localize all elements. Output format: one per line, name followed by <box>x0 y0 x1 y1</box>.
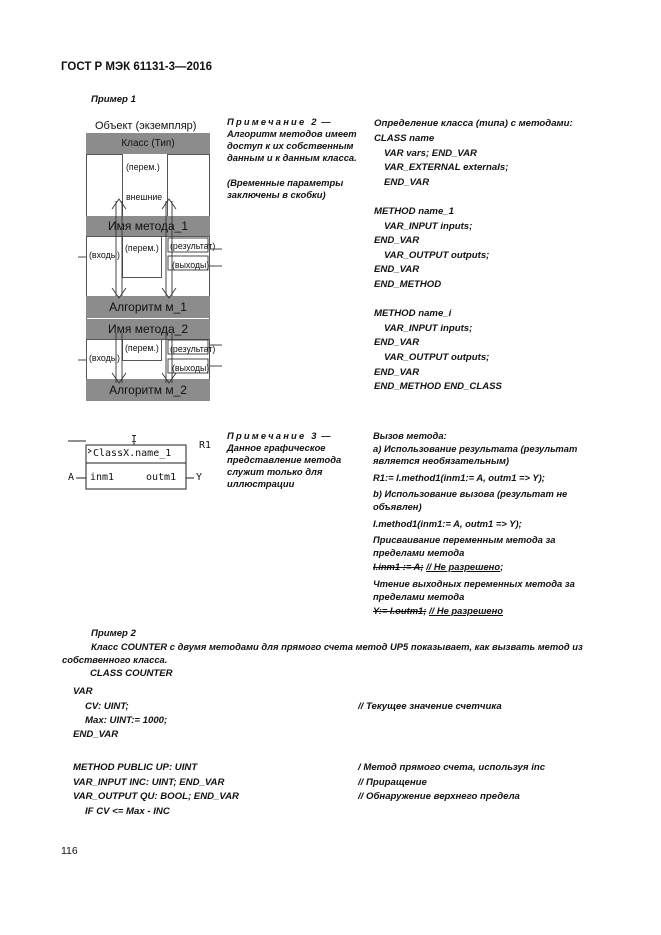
class-external-label: внешние <box>126 192 163 202</box>
example1-label: Пример 1 <box>91 94 136 105</box>
method-call: Вызов метода: a) Использование результата (результат является необязательным) R1:= I.method1(inm1:= A, outm1 => Y); b) Использование вызова (результат не объявлен) I.method1(inm1:= A, outm1 => Y); Присваивание переменным метода за пределами метода I.inm1 := A; // Не разрешено; Чтение выходных переменных метода за пределами метода Y:= I.outm1; // Не разрешено <box>373 430 593 618</box>
diagram-pins <box>78 240 223 370</box>
method2-vars-label: (перем.) <box>125 343 159 353</box>
code-line: METHOD PUBLIC UP: UINT <box>73 762 198 773</box>
code-line: END_VAR <box>384 176 430 188</box>
call-heading: Вызов метода: <box>373 430 447 441</box>
code-line: VAR <box>73 686 93 697</box>
method1-result-label: (результат) <box>170 241 216 251</box>
figure-title: Объект (экземпляр) <box>95 120 197 132</box>
code-line: END_VAR <box>374 366 420 378</box>
call-b: b) Использование вызова (результат не объявлен) <box>373 488 568 512</box>
page-number: 116 <box>61 845 78 857</box>
block-r1-label: R1 <box>199 440 212 451</box>
class-def-heading: Определение класса (типа) с методами: <box>374 118 573 129</box>
code-line <box>374 293 508 308</box>
block-pin-y: Y <box>196 472 203 483</box>
code-line: END_METHOD END_CLASS <box>374 381 502 393</box>
code-line: IF CV <= Max - INC <box>85 806 170 817</box>
code-comment: // Текущее значение счетчика <box>358 701 502 712</box>
method2-band: Имя метода_2 <box>86 319 210 339</box>
code-line: CV: UINT; <box>85 701 129 712</box>
code-line: CLASS name <box>374 133 435 144</box>
note2-heading: Примечание 2 <box>227 116 319 127</box>
algo1-band: Алгоритм м_1 <box>86 296 210 318</box>
code-line: END_VAR <box>374 264 420 276</box>
code-line: CLASS COUNTER <box>90 668 173 679</box>
call-read: Чтение выходных переменных метода за пределами метода <box>373 577 575 602</box>
code-line <box>374 190 508 205</box>
class-def-code <box>374 132 508 395</box>
code-comment: // Обнаружение верхнего предела <box>358 791 520 802</box>
code-line: END_VAR <box>374 235 420 247</box>
method-block <box>66 437 206 497</box>
code-line: METHOD name_1 <box>374 205 454 217</box>
code-line: END_METHOD <box>374 278 442 290</box>
code-line: Max: UINT:= 1000; <box>85 715 168 726</box>
note2-heading-dash: — <box>321 116 331 127</box>
block-pin-a: A <box>68 472 75 483</box>
code-line: END_VAR <box>374 337 420 349</box>
call-assign-rest: // Не разрешено <box>426 561 501 573</box>
note3-heading: Примечание 3 <box>227 430 319 441</box>
note2-text2: (Временные параметры заключены в скобки) <box>227 177 344 200</box>
call-b-code: I.method1(inm1:= A, outm1 => Y); <box>373 517 522 529</box>
note2-text: Алгоритм методов имеет доступ к их собственным данным и к данным класса. <box>227 128 357 163</box>
call-assign: Присваивание переменным метода за пределами метода <box>373 534 556 558</box>
page-header: ГОСТ Р МЭК 61131-3—2016 <box>61 61 213 73</box>
code-line: VAR_EXTERNAL externals; <box>384 162 509 174</box>
example2-intro: Класс COUNTER с двумя методами для прямого счета метод UP5 показывает, как вызвать метод из собственного класса. <box>62 641 583 665</box>
code-line: VAR vars; END_VAR <box>384 147 477 159</box>
code-line: END_VAR <box>73 729 119 740</box>
code-line: VAR_INPUT inputs; <box>384 322 473 334</box>
class-vars-label: (перем.) <box>126 162 160 172</box>
code-comment: // Приращение <box>358 777 427 788</box>
code-line: VAR_INPUT inputs; <box>384 220 473 232</box>
code-line: VAR_OUTPUT QU: BOOL; END_VAR <box>73 791 239 802</box>
call-assign-struck: I.inm1 := A; <box>373 561 424 573</box>
note3-heading-dash: — <box>321 430 331 441</box>
method2-outputs-label: (выходы) <box>172 363 210 373</box>
method2-result-label: (результат) <box>170 344 216 354</box>
note3 <box>227 430 355 490</box>
block-in-label: inm1 <box>90 472 115 483</box>
method2-inputs-label: (входы) <box>89 353 120 363</box>
block-out-label: outm1 <box>146 472 177 483</box>
call-read-rest: // Не разрешено <box>429 605 504 617</box>
code-line: VAR_INPUT INC: UINT; END_VAR <box>73 777 225 788</box>
code-line: VAR_OUTPUT outputs; <box>384 351 490 363</box>
method1-band: Имя метода_1 <box>86 216 210 236</box>
note3-text: Данное графическое представление метода служит только для иллюстрации <box>227 442 342 489</box>
example2-label: Пример 2 <box>91 628 136 639</box>
class-band: Класс (Тип) <box>86 133 210 154</box>
code-comment: / Метод прямого счета, используя inc <box>358 762 546 773</box>
method1-vars-label: (перем.) <box>125 243 159 253</box>
method1-inputs-label: (входы) <box>89 250 120 260</box>
code-line: VAR_OUTPUT outputs; <box>384 249 490 261</box>
method1-outputs-label: (выходы) <box>172 260 210 270</box>
note2 <box>227 116 360 201</box>
call-a: a) Использование результата (результат является необязательным) <box>373 442 578 467</box>
block-top-input: I <box>131 434 138 445</box>
code-line: METHOD name_i <box>374 308 452 320</box>
block-title: ClassX.name_1 <box>93 448 172 459</box>
algo2-band: Алгоритм м_2 <box>86 379 210 401</box>
call-read-struck: Y:= I.outm1; <box>373 605 427 617</box>
call-a-code: R1:= I.method1(inm1:= A, outm1 => Y); <box>373 471 545 483</box>
